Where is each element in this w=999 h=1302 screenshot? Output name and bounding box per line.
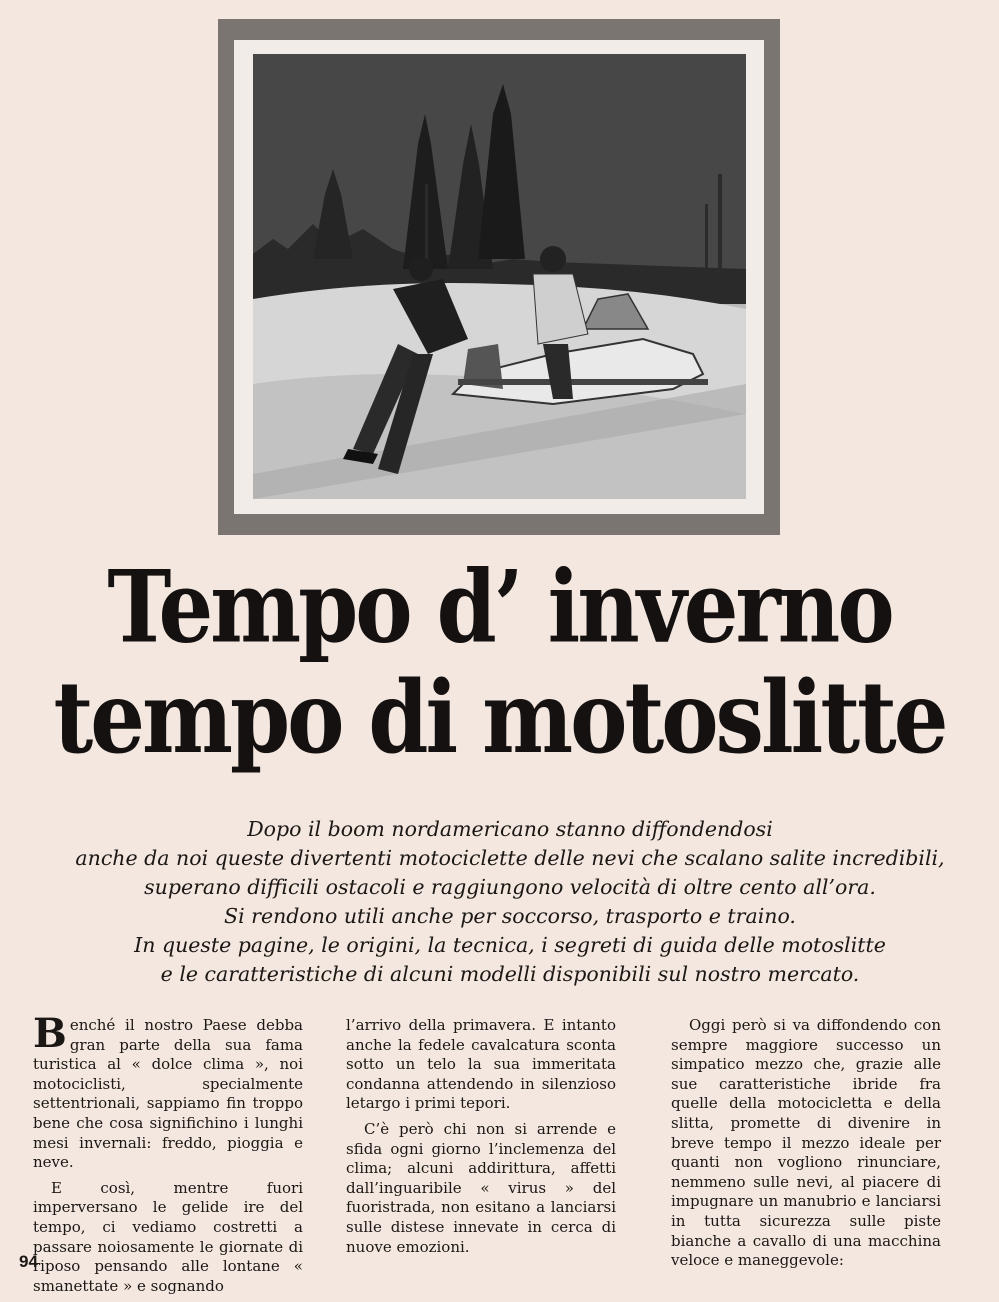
photo-mat bbox=[234, 40, 764, 514]
drop-cap: B bbox=[33, 1010, 67, 1057]
body-paragraph: Oggi però si va diffondendo con sempre maggiore successo un simpatico mezzo che, grazie alle sue caratteristiche ibride fra quelle della motocicletta e della slitta, promette di divenire in breve tempo il mezzo ideale per quanti non vogliono rinunciare, nemmeno sulle nevi, al piacere di impugnare un manubrio e lanciarsi in tutta sicurezza sulle piste bianche a cavallo di una macchina veloce e maneggevole: bbox=[671, 1016, 941, 1270]
headline bbox=[0, 549, 999, 777]
body-paragraph: E così, mentre fuori imperversano le gelide ire del tempo, ci vediamo costretti a passare noiosamente le giornate di riposo pensando alle lontane « smanettate » e sognando bbox=[33, 1178, 303, 1295]
body-paragraph: l’arrivo della primavera. E intanto anche la fedele cavalcatura sconta sotto un telo la sua immeritata condanna attendendo in silenzioso letargo i primi tepori. bbox=[346, 1016, 616, 1113]
headline-line-2: tempo di motoslitte bbox=[53, 659, 946, 777]
deck-line: In queste pagine, le origini, la tecnica, i segreti di guida delle motoslitte bbox=[134, 933, 886, 957]
body-paragraph bbox=[33, 1010, 303, 1173]
body-column-3 bbox=[671, 1016, 941, 1277]
body-column-2 bbox=[346, 1016, 616, 1263]
deck-line: superano difficili ostacoli e raggiungono velocità di oltre cento all’ora. bbox=[144, 875, 876, 899]
photo-frame bbox=[218, 19, 780, 535]
deck-line: e le caratteristiche di alcuni modelli disponibili sul nostro mercato. bbox=[160, 962, 860, 986]
page-number: 94 bbox=[19, 1252, 38, 1271]
deck-line: Dopo il boom nordamericano stanno diffondendosi bbox=[247, 817, 773, 841]
deck-line: Si rendono utili anche per soccorso, trasporto e traino. bbox=[224, 904, 796, 928]
snowmobile-scene-illustration bbox=[253, 54, 746, 499]
deck-line: anche da noi queste divertenti motociclette delle nevi che scalano salite incredibili, bbox=[75, 846, 945, 870]
body-paragraph: C’è però chi non si arrende e sfida ogni giorno l’inclemenza del clima; alcuni addirittura, affetti dall’inguaribile « virus » del fuoristrada, non esitano a lanciarsi sulle distese innevate in cerca di nuove emozioni. bbox=[346, 1119, 616, 1256]
snowmobile-photo bbox=[253, 54, 746, 499]
deck bbox=[60, 815, 960, 989]
headline-line-1: Tempo d’ inverno bbox=[107, 549, 892, 666]
body-text: enché il nostro Paese debba gran parte della sua fama turistica al « dolce clima », noi motociclisti, specialmente settentrionali, sappiamo fin troppo bene che cosa significhino i lunghi mesi invernali: freddo, pioggia e neve. bbox=[33, 1016, 303, 1172]
body-column-1 bbox=[33, 1010, 303, 1302]
